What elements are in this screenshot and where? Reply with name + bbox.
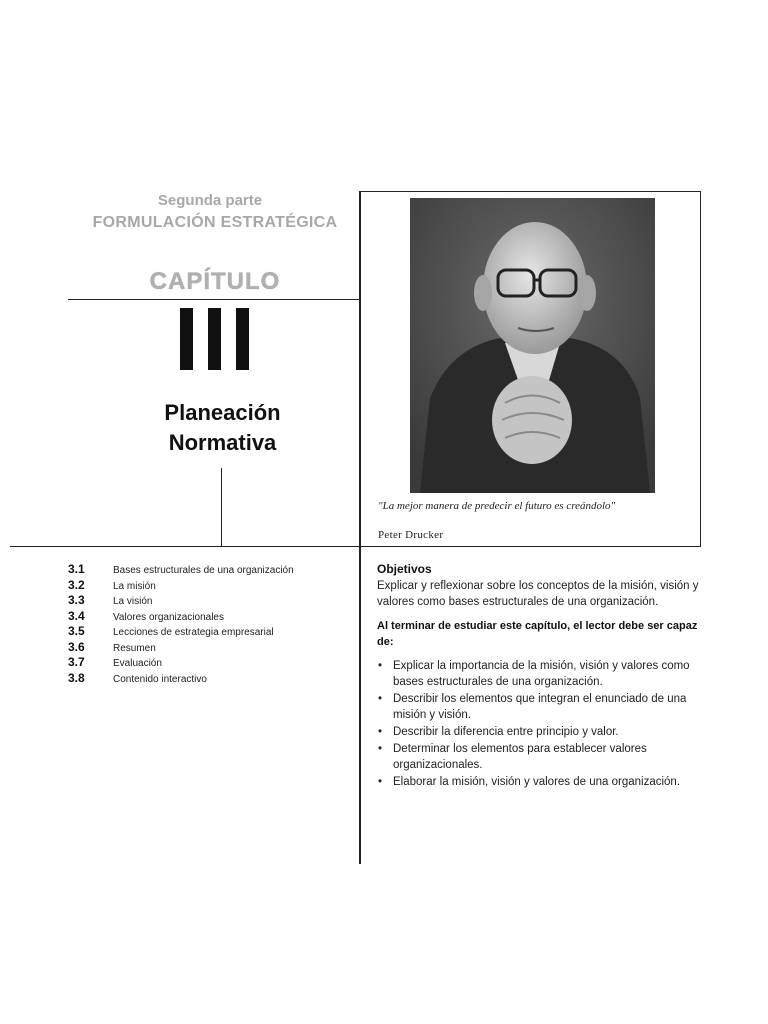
bullet-icon: • — [378, 776, 383, 788]
objectives-list — [377, 658, 707, 790]
part-label: Segunda parte — [157, 192, 263, 209]
toc-item — [68, 562, 353, 578]
objective-item — [377, 724, 707, 740]
numeral-bar — [208, 308, 221, 370]
chapter-word: CAPÍTULO — [149, 268, 281, 295]
toc-number: 3.5 — [68, 624, 85, 638]
objective-item — [377, 741, 707, 773]
toc-number: 3.7 — [68, 655, 85, 669]
objective-item — [377, 691, 707, 723]
toc-label: Valores organizacionales — [113, 611, 224, 623]
chapter-title-line2: Normativa — [168, 430, 277, 455]
toc-label: Bases estructurales de una organización — [113, 565, 294, 576]
numeral-bar — [236, 308, 249, 370]
bullet-icon: • — [378, 693, 383, 705]
toc-item — [68, 671, 353, 687]
chapter-contents — [68, 562, 353, 686]
objectives-title: Objetivos — [377, 562, 432, 576]
photo-quote: "La mejor manera de predecir el futuro es creándolo" — [378, 500, 616, 512]
toc-label: La visión — [113, 596, 153, 607]
toc-item — [68, 624, 353, 640]
objective-text: Describir los elementos que integran el enunciado de una misión y visión. — [393, 693, 687, 721]
objective-text: Determinar los elementos para establecer valores organizacionales. — [393, 743, 647, 771]
toc-number: 3.3 — [68, 593, 85, 607]
quote-author: Peter Drucker — [378, 529, 444, 541]
toc-label: Resumen — [113, 642, 156, 654]
bullet-icon: • — [378, 660, 383, 672]
objectives-intro: Explicar y reflexionar sobre los conceptos de la misión, visión y valores como bases estructurales de una organización. — [377, 580, 699, 608]
photo-frame-right — [700, 191, 701, 547]
chapter-number — [176, 308, 256, 370]
toc-item — [68, 593, 353, 609]
portrait-illustration — [410, 198, 655, 493]
toc-number: 3.6 — [68, 639, 85, 654]
toc-number: 3.2 — [68, 577, 85, 592]
toc-item — [68, 578, 353, 594]
toc-number: 3.4 — [68, 608, 85, 623]
toc-number: 3.1 — [68, 562, 85, 576]
toc-item — [68, 655, 353, 671]
part-title: FORMULACIÓN ESTRATÉGICA — [92, 214, 338, 231]
chapter-title — [100, 398, 345, 458]
center-vertical-rule — [359, 192, 361, 864]
toc-item — [68, 640, 353, 656]
middle-divider — [10, 546, 701, 547]
portrait-photo — [410, 198, 655, 493]
objectives-section — [377, 561, 707, 791]
chapter-title-line1: Planeación — [164, 400, 281, 425]
objective-item — [377, 658, 707, 690]
toc-number: 3.8 — [68, 670, 85, 685]
toc-label: Evaluación — [113, 658, 162, 669]
bullet-icon: • — [378, 726, 383, 738]
objective-text: Explicar la importancia de la misión, visión y valores como bases estructurales de una organización. — [393, 660, 690, 688]
numeral-bar — [180, 308, 193, 370]
photo-frame-top — [359, 191, 701, 192]
left-vertical-rule — [221, 468, 222, 546]
toc-item — [68, 609, 353, 625]
toc-label: La misión — [113, 580, 156, 592]
objectives-subtitle: Al terminar de estudiar este capítulo, el lector debe ser capaz de: — [377, 620, 698, 648]
objective-text: Elaborar la misión, visión y valores de una organización. — [393, 776, 681, 788]
toc-label: Lecciones de estrategia empresarial — [113, 627, 274, 638]
bullet-icon: • — [378, 743, 383, 755]
top-divider — [68, 299, 360, 300]
objective-item — [377, 774, 707, 790]
toc-label: Contenido interactivo — [113, 673, 207, 685]
objective-text: Describir la diferencia entre principio y valor. — [393, 726, 619, 738]
